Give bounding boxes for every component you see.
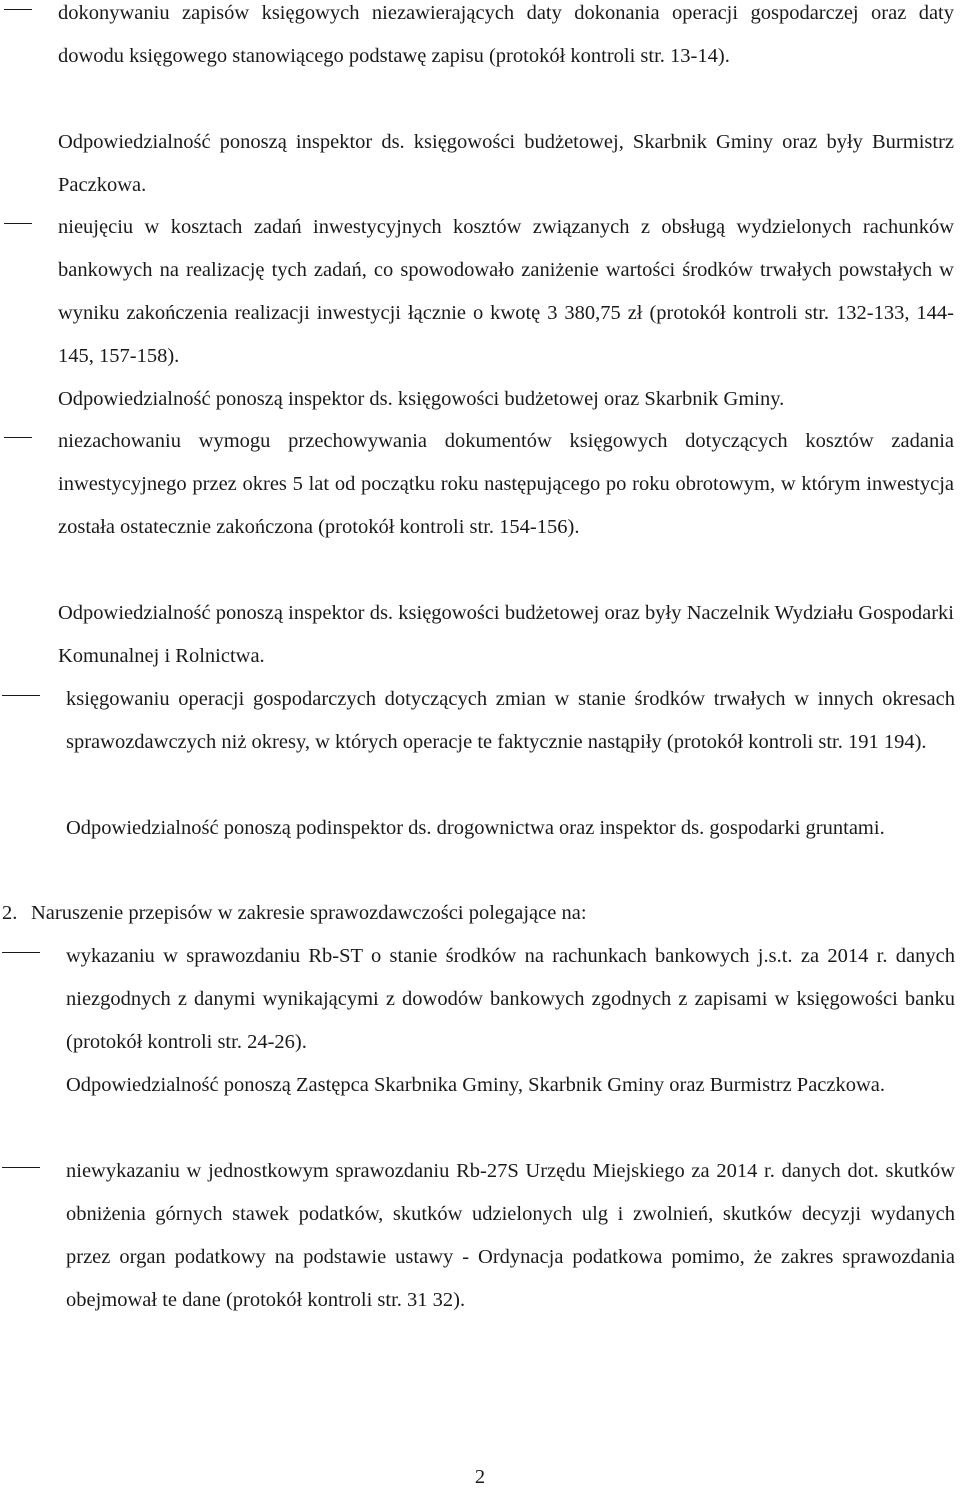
item-text: księgowaniu operacji gospodarczych dotyczących zmian w stanie środków trwałych w innych okresach sprawozdawczych niż okresy, w których operacje te faktycznie nastąpiły (protokół kontroli str. 191 194). — [66, 688, 955, 753]
item-responsibility: Odpowiedzialność ponoszą podinspektor ds. drogownictwa oraz inspektor ds. gospodarki gruntami. — [66, 817, 885, 839]
item-text: dokonywaniu zapisów księgowych niezawierających daty dokonania operacji gospodarczej oraz daty dowodu księgowego stanowiącego podstawę zapisu (protokół kontroli str. 13-14). — [58, 2, 954, 67]
dash-bullet-icon — [2, 695, 40, 696]
dash-bullet-icon — [4, 437, 32, 438]
item-responsibility: Odpowiedzialność ponoszą inspektor ds. księgowości budżetowej oraz Skarbnik Gminy. — [58, 388, 785, 410]
item-text: niezachowaniu wymogu przechowywania dokumentów księgowych dotyczących kosztów zadania inwestycyjnego przez okres 5 lat od początku roku następującego po roku obrotowym, w którym inwestycja została ostatecznie zakończona (protokół kontroli str. 154-156). — [58, 430, 954, 538]
item-text: wykazaniu w sprawozdaniu Rb-ST o stanie środków na rachunkach bankowych j.s.t. za 2014 r. danych niezgodnych z danymi wynikającymi z dowodów bankowych zgodnych z zapisami w księgowości banku (protokół kontroli str. 24-26). — [66, 945, 955, 1053]
item-responsibility: Odpowiedzialność ponoszą inspektor ds. księgowości budżetowej, Skarbnik Gminy oraz były Burmistrz Paczkowa. — [58, 131, 954, 196]
item-responsibility: Odpowiedzialność ponoszą inspektor ds. księgowości budżetowej oraz były Naczelnik Wydziału Gospodarki Komunalnej i Rolnictwa. — [58, 602, 954, 667]
dash-bullet-icon — [2, 1167, 40, 1168]
page-number: 2 — [474, 1466, 486, 1488]
section-heading: Naruszenie przepisów w zakresie sprawozdawczości polegające na: — [31, 902, 587, 924]
section-number: 2. — [2, 902, 18, 924]
dash-bullet-icon — [4, 223, 32, 224]
dash-bullet-icon — [2, 952, 40, 953]
item-responsibility: Odpowiedzialność ponoszą Zastępca Skarbnika Gminy, Skarbnik Gminy oraz Burmistrz Paczkowa. — [66, 1074, 886, 1096]
dash-bullet-icon — [4, 9, 32, 10]
item-text: nieujęciu w kosztach zadań inwestycyjnych kosztów związanych z obsługą wydzielonych rachunków bankowych na realizację tych zadań, co spowodowało zaniżenie wartości środków trwałych powstałych w wyniku zakończenia realizacji inwestycji łącznie o kwotę 3 380,75 zł (protokół kontroli str. 132-133, 144-145, 157-158). — [58, 216, 954, 367]
item-text: niewykazaniu w jednostkowym sprawozdaniu Rb-27S Urzędu Miejskiego za 2014 r. danych dot. skutków obniżenia górnych stawek podatków, skutków udzielonych ulg i zwolnień, skutków decyzji wydanych przez organ podatkowy na podstawie ustawy - Ordynacja podatkowa pomimo, że zakres sprawozdania obejmował te dane (protokół kontroli str. 31 32). — [66, 1160, 955, 1311]
